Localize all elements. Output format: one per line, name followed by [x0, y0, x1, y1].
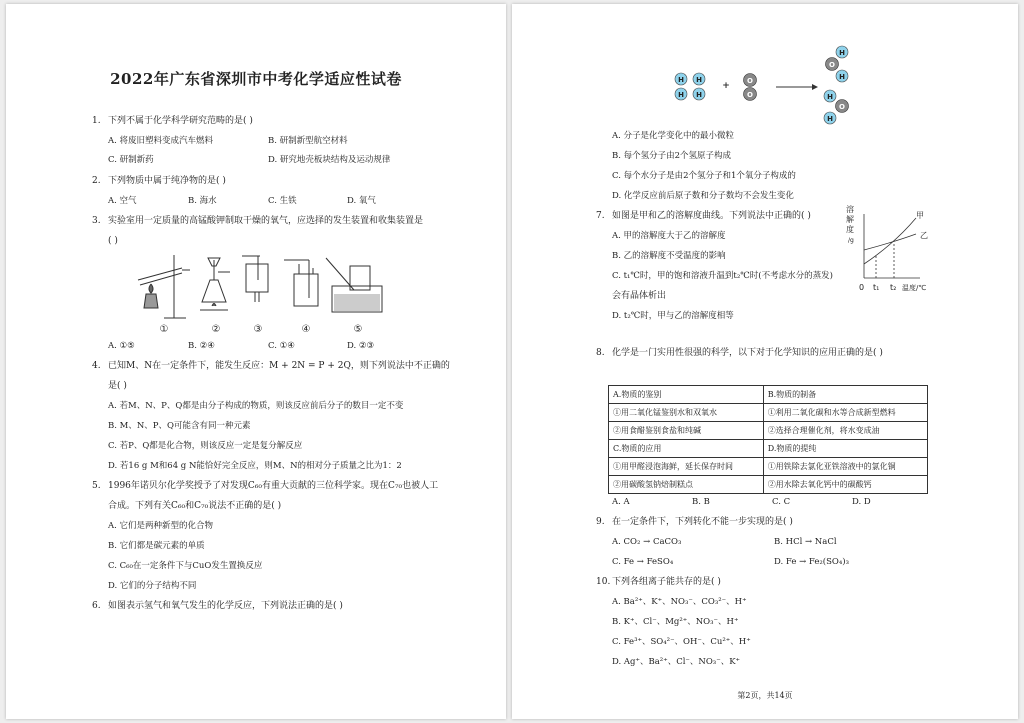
series-label-jia: 甲 [916, 211, 924, 220]
apparatus-label-1: ① [159, 324, 169, 335]
table-cell: ②用食醋鉴别食盐和纯碱 [609, 422, 764, 440]
table-cell: B.物质的制备 [763, 386, 927, 404]
option-a[interactable]: A. 将废旧塑料变成汽车燃料 [108, 136, 214, 146]
y-axis-label: 溶 [846, 205, 854, 214]
question-9: 9. 在一定条件下，下列转化不能一步实现的是( ) [596, 517, 793, 527]
question-8: 8. 化学是一门实用性很强的科学，以下对于化学知识的应用正确的是( ) [596, 348, 883, 358]
table-cell: ②选择合理催化剂，将水变成油 [763, 422, 927, 440]
question-2: 2. 下列物质中属于纯净物的是( ) [92, 176, 226, 186]
question-10: 10. 下列各组离子能共存的是( ) [596, 577, 721, 587]
option-d[interactable]: D. 研究地壳板块结构及运动规律 [268, 155, 391, 165]
question-stem: 实验室用一定质量的高锰酸钾制取干燥的氧气，应选择的发生装置和收集装置是 [108, 216, 424, 226]
option-d[interactable]: D. Ag⁺、Ba²⁺、Cl⁻、NO₃⁻、K⁺ [612, 657, 741, 667]
table-cell: A.物质的鉴别 [609, 386, 764, 404]
plus-sign: + [722, 81, 730, 91]
series-label-yi: 乙 [920, 231, 928, 240]
table-cell: ①用铁除去氯化亚铁溶液中的氯化铜 [763, 458, 927, 476]
option-b[interactable]: B. M、N、P、Q可能含有同一种元素 [108, 421, 251, 431]
question-5: 5. 1996年诺贝尔化学奖授予了对发现C₆₀有重大贡献的三位科学家。现在C₇₀也被人工 [92, 481, 439, 491]
apparatus-label-4: ④ [301, 324, 311, 335]
option-d[interactable]: D. 若16 g M和64 g N能恰好完全反应，则M、N的相对分子质量之比为1：2 [108, 461, 402, 471]
option-b[interactable]: B. 每个氢分子由2个氢原子构成 [612, 151, 732, 161]
series-jia-curve [864, 218, 916, 264]
table-cell: ①用甲醛浸泡海鲜，延长保存时间 [609, 458, 764, 476]
exam-page-right [512, 4, 1018, 719]
option-c-cont: 会有晶体析出 [612, 291, 667, 301]
option-a[interactable]: A. Ba²⁺、K⁺、NO₃⁻、CO₃²⁻、H⁺ [612, 597, 747, 607]
question-6: 6. 如图表示氢气和氧气发生的化学反应，下列说法正确的是( ) [92, 601, 343, 611]
option-b[interactable]: B. B [692, 497, 710, 507]
question-7: 7. 如图是甲和乙的溶解度曲线。下列说法中正确的( ) [596, 211, 811, 221]
table-cell: D.物质的提纯 [763, 440, 927, 458]
option-a[interactable]: A. ①⑤ [108, 341, 135, 351]
table-cell: ①利用二氧化碳和水等合成新型燃料 [763, 404, 927, 422]
apparatus-label-2: ② [211, 324, 221, 335]
hydrogen-molecules [675, 73, 705, 100]
svg-text:O: O [829, 61, 835, 69]
water-molecule [826, 46, 849, 82]
question-stem: 在一定条件下，下列转化不能一步实现的是( ) [612, 517, 793, 527]
option-d[interactable]: D. Fe → Fe₂(SO₄)₃ [774, 557, 850, 567]
option-c[interactable]: C. t₁℃时，甲的饱和溶液升温到t₂℃时(不考虑水分的蒸发) [612, 271, 833, 281]
svg-text:H: H [827, 115, 833, 123]
t2-label: t₂ [890, 283, 897, 292]
question-stem-cont: 合成。下列有关C₆₀和C₇₀说法不正确的是( ) [108, 501, 282, 511]
option-b[interactable]: B. 它们都是碳元素的单质 [108, 541, 205, 551]
option-d[interactable]: D. t₂℃时，甲与乙的溶解度相等 [612, 311, 734, 321]
svg-text:H: H [678, 91, 684, 99]
t1-label: t₁ [873, 283, 880, 292]
option-c[interactable]: C. 生铁 [268, 196, 297, 206]
option-a[interactable]: A. 若M、N、P、Q都是由分子构成的物质，则该反应前后分子的数目一定不变 [108, 401, 404, 411]
option-d[interactable]: D. 化学反应前后原子数和分子数均不会发生变化 [612, 191, 794, 201]
option-b[interactable]: B. 海水 [188, 196, 217, 206]
table-cell: ②用水除去氧化钙中的碳酸钙 [763, 476, 927, 494]
option-a[interactable]: A. 甲的溶解度大于乙的溶解度 [612, 231, 726, 241]
svg-text:O: O [747, 77, 753, 85]
oxygen-molecule [744, 74, 757, 101]
table-cell: ②用碳酸氢钠焙制糕点 [609, 476, 764, 494]
svg-text:H: H [839, 73, 845, 81]
question-stem: 如图是甲和乙的溶解度曲线。下列说法中正确的( ) [612, 211, 811, 221]
molecule-reaction-figure [672, 42, 872, 126]
option-c[interactable]: C. Fe³⁺、SO₄²⁻、OH⁻、Cu²⁺、H⁺ [612, 637, 751, 647]
option-a[interactable]: A. CO₂ → CaCO₃ [612, 537, 682, 547]
question-stem-cont: ( ) [108, 236, 118, 246]
question-stem: 下列各组离子能共存的是( ) [612, 577, 721, 587]
table-cell: ①用二氧化锰鉴别水和双氧水 [609, 404, 764, 422]
svg-text:H: H [827, 93, 833, 101]
option-b[interactable]: B. K⁺、Cl⁻、Mg²⁺、NO₃⁻、H⁺ [612, 617, 739, 627]
option-b[interactable]: B. 研制新型航空材料 [268, 136, 348, 146]
option-c[interactable]: C. ①④ [268, 341, 295, 351]
lab-apparatus-figure [134, 250, 384, 336]
question-stem: 已知M、N在一定条件下，能发生反应：M + 2N = P + 2Q，则下列说法中不正确的 [108, 361, 450, 371]
apparatus-label-5: ⑤ [353, 324, 363, 335]
question-stem: 1996年诺贝尔化学奖授予了对发现C₆₀有重大贡献的三位科学家。现在C₇₀也被人工 [108, 481, 439, 491]
origin-label: 0 [859, 283, 865, 292]
svg-text:H: H [696, 91, 702, 99]
question-stem: 如图表示氢气和氧气发生的化学反应，下列说法正确的是( ) [108, 601, 343, 611]
option-c[interactable]: C. C [772, 497, 791, 507]
option-d[interactable]: D. D [852, 497, 871, 507]
exam-title: 2022年广东省深圳市中考化学适应性试卷 [110, 70, 402, 88]
x-axis-label: 温度/℃ [902, 284, 927, 292]
option-d[interactable]: D. 氧气 [347, 196, 376, 206]
svg-text:H: H [678, 76, 684, 84]
option-a[interactable]: A. 空气 [108, 196, 137, 206]
option-c[interactable]: C. Fe → FeSO₄ [612, 557, 674, 567]
svg-text:解: 解 [846, 215, 854, 224]
question-4: 4. 已知M、N在一定条件下，能发生反应：M + 2N = P + 2Q，则下列说法中不正确的 [92, 361, 450, 371]
question-3: 3. 实验室用一定质量的高锰酸钾制取干燥的氧气，应选择的发生装置和收集装置是 [92, 216, 424, 226]
option-c[interactable]: C. C₆₀在一定条件下与CuO发生置换反应 [108, 561, 263, 571]
option-c[interactable]: C. 研制新药 [108, 155, 154, 165]
option-b[interactable]: B. HCl → NaCl [774, 537, 837, 547]
option-b[interactable]: B. ②④ [188, 341, 215, 351]
svg-text:H: H [839, 49, 845, 57]
svg-text:/g: /g [848, 237, 854, 244]
option-b[interactable]: B. 乙的溶解度不受温度的影响 [612, 251, 726, 261]
solubility-curve-figure [844, 204, 944, 294]
option-d[interactable]: D. ②③ [347, 341, 375, 351]
question-stem-cont: 是( ) [108, 381, 127, 391]
apparatus-label-3: ③ [253, 324, 263, 335]
option-c[interactable]: C. 每个水分子是由2个氢分子和1个氧分子构成的 [612, 171, 796, 181]
option-d[interactable]: D. 它们的分子结构不同 [108, 581, 197, 591]
option-a[interactable]: A. 分子是化学变化中的最小微粒 [612, 131, 735, 141]
svg-text:O: O [839, 103, 845, 111]
svg-text:O: O [747, 91, 753, 99]
water-molecule [824, 90, 849, 124]
question-stem: 下列不属于化学科学研究范畴的是( ) [108, 116, 253, 126]
arrow-head-icon [812, 84, 818, 90]
svg-text:度: 度 [846, 225, 854, 234]
page-footer: 第2页，共14页 [737, 691, 793, 700]
question-stem: 化学是一门实用性很强的科学，以下对于化学知识的应用正确的是( ) [612, 348, 883, 358]
series-yi-curve [864, 234, 916, 250]
table-cell: C.物质的应用 [609, 440, 764, 458]
option-a[interactable]: A. A [612, 497, 630, 507]
option-a[interactable]: A. 它们是两种新型的化合物 [108, 521, 214, 531]
svg-text:H: H [696, 76, 702, 84]
question-1: 1. 下列不属于化学科学研究范畴的是( ) [92, 116, 253, 126]
option-c[interactable]: C. 若P、Q都是化合物，则该反应一定是复分解反应 [108, 441, 303, 451]
knowledge-table [608, 385, 928, 494]
exam-page-left [6, 4, 506, 719]
question-stem: 下列物质中属于纯净物的是( ) [108, 176, 226, 186]
